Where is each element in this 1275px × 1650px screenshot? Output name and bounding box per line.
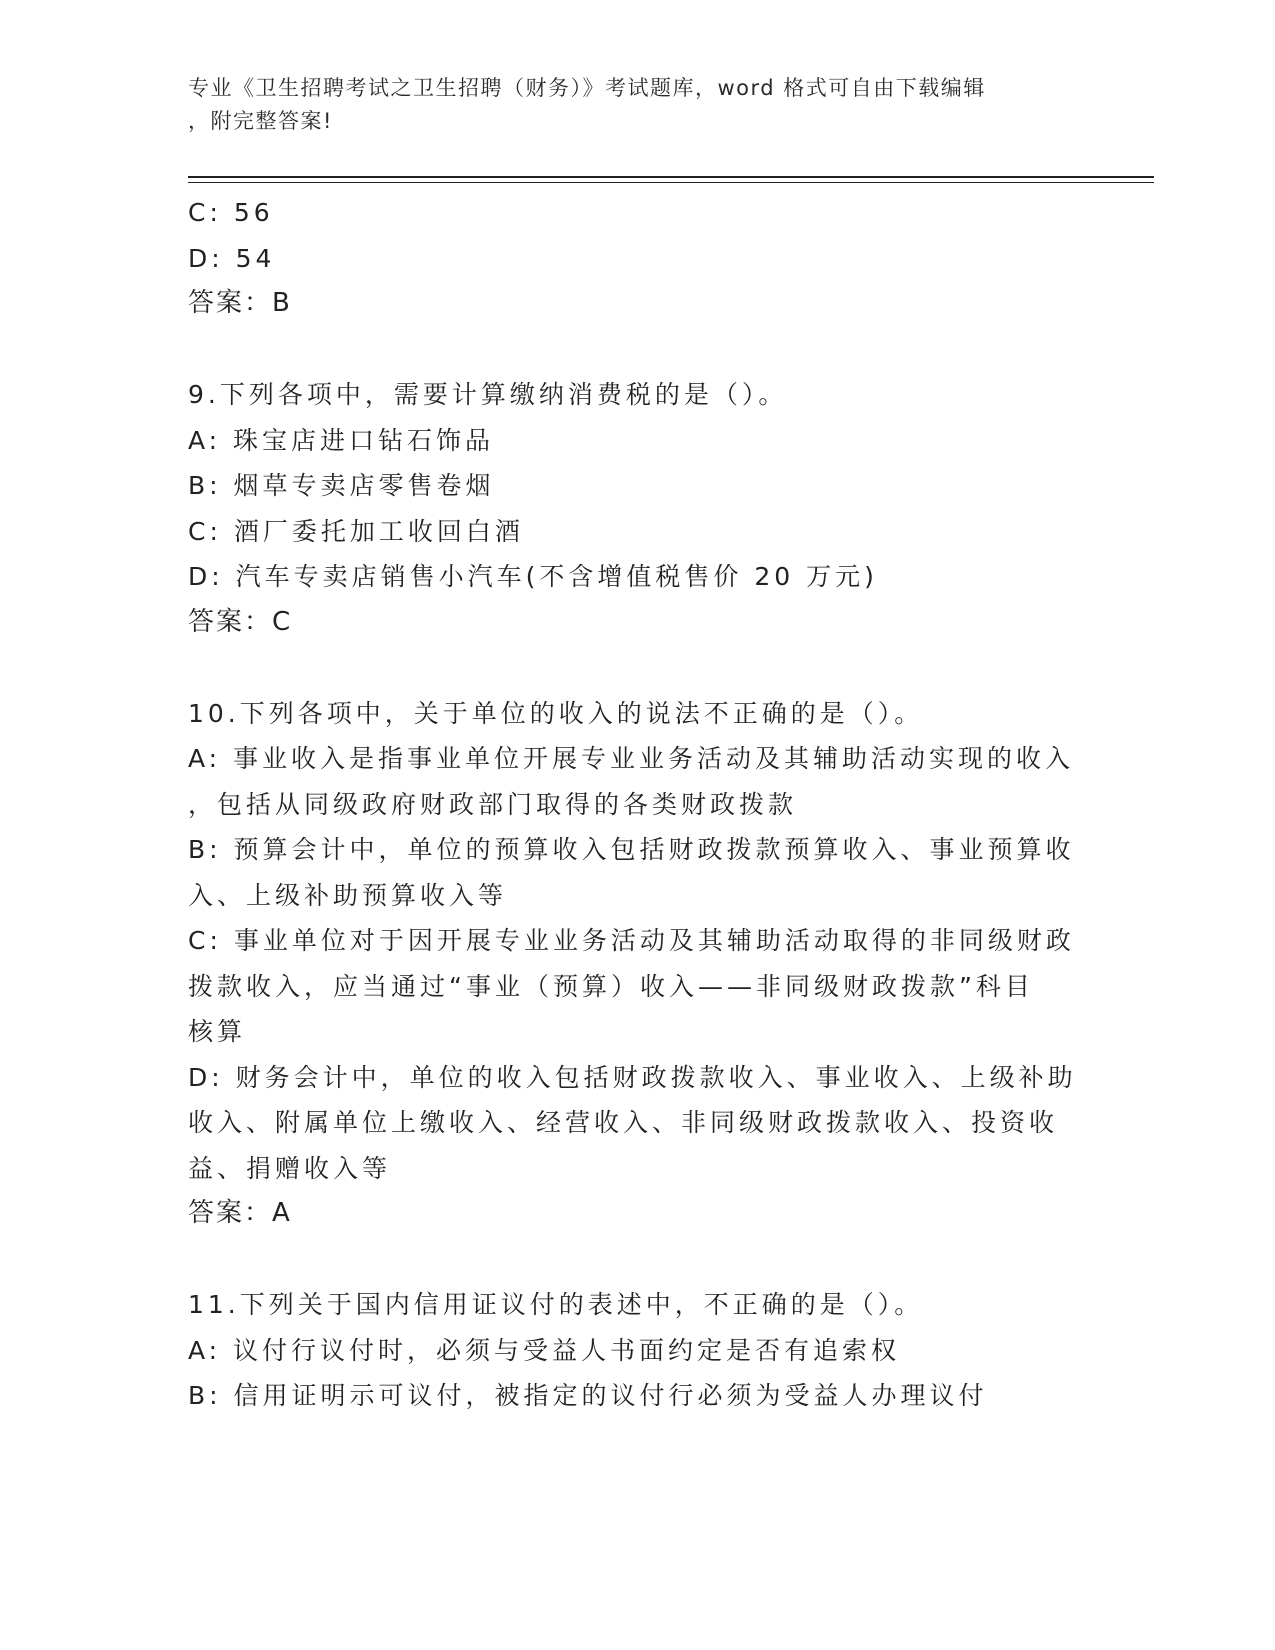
- q8-answer: 答案：B: [188, 288, 292, 318]
- q10-option-c-line-2: 拨款收入，应当通过“事业（预算）收入——非同级财政拨款”科目: [188, 971, 1034, 1001]
- question-content: [188, 190, 1088, 1419]
- q10-option-d-line-2: 收入、附属单位上缴收入、经营收入、非同级财政拨款收入、投资收: [188, 1108, 1059, 1137]
- header-line-2: ，附完整答案!: [188, 109, 333, 133]
- q10-option-c-line-3: 核算: [188, 1017, 247, 1046]
- q10-stem: 10.下列各项中，关于单位的收入的说法不正确的是（）。: [188, 698, 924, 728]
- q10-option-a-line-2: ，包括从同级政府财政部门取得的各类财政拨款: [188, 789, 798, 819]
- header-line-1: 专业《卫生招聘考试之卫生招聘（财务）》考试题库，word 格式可自由下载编辑: [188, 76, 986, 100]
- q9-option-c: C: 酒厂委托加工收回白酒: [188, 516, 524, 546]
- q9-answer: 答案：C: [188, 606, 293, 637]
- q9-option-a: A: 珠宝店进口钻石饰品: [188, 425, 495, 455]
- q10-option-d-line-1: D: 财务会计中，单位的收入包括财政拨款收入、事业收入、上级补助: [188, 1062, 1077, 1092]
- q10-option-a-line-1: A: 事业收入是指事业单位开展专业业务活动及其辅助活动实现的收入: [188, 744, 1075, 773]
- q11-option-b: B: 信用证明示可议付，被指定的议付行必须为受益人办理议付: [188, 1381, 988, 1410]
- spacer: [188, 1237, 1088, 1283]
- header-divider-thick: [188, 176, 1154, 178]
- q10-option-d-line-3: 益、捐赠收入等: [188, 1153, 392, 1183]
- spacer: [188, 645, 1088, 691]
- q9-option-d: D: 汽车专卖店销售小汽车(不含增值税售价 20 万元): [188, 562, 878, 591]
- spacer: [188, 327, 1088, 373]
- document-header: [188, 72, 1068, 138]
- q11-stem: 11.下列关于国内信用证议付的表述中，不正确的是（）。: [188, 1290, 924, 1319]
- q10-answer: 答案：A: [188, 1198, 292, 1228]
- q9-stem: 9.下列各项中，需要计算缴纳消费税的是（）。: [188, 380, 788, 409]
- q10-option-b-line-1: B: 预算会计中，单位的预算收入包括财政拨款预算收入、事业预算收: [188, 835, 1075, 864]
- header-divider-thin: [188, 182, 1154, 183]
- q10-option-b-line-2: 入、上级补助预算收入等: [188, 880, 508, 910]
- q8-option-c: C: 56: [188, 198, 274, 227]
- q10-option-c-line-1: C: 事业单位对于因开展专业业务活动及其辅助活动取得的非同级财政: [188, 926, 1075, 955]
- q9-option-b: B: 烟草专卖店零售卷烟: [188, 471, 495, 500]
- q8-option-d: D: 54: [188, 243, 276, 273]
- q11-option-a: A: 议付行议付时，必须与受益人书面约定是否有追索权: [188, 1335, 901, 1365]
